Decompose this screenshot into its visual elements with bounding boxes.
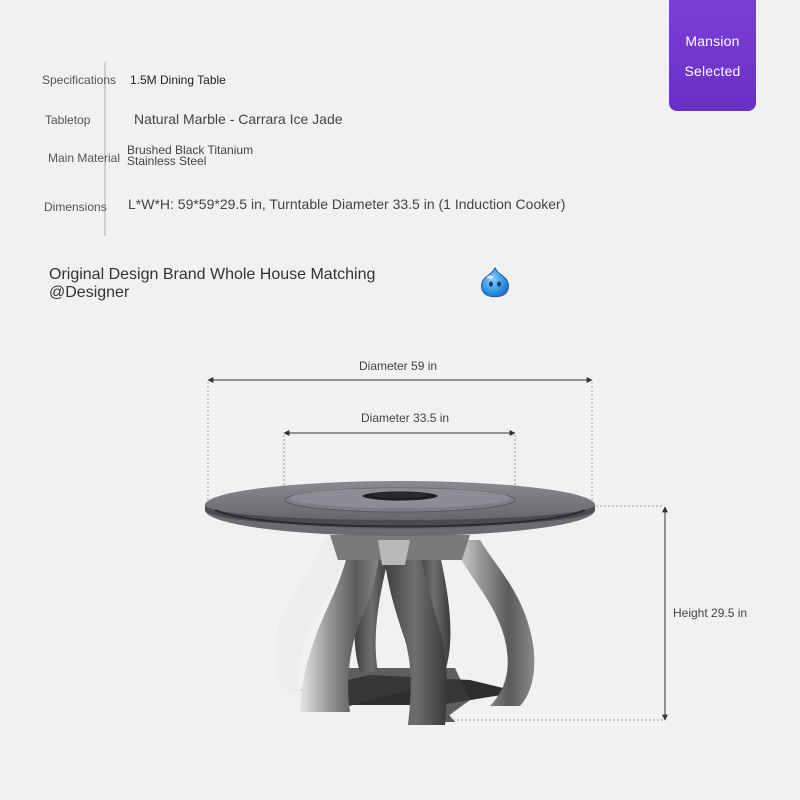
badge-line-2: Selected <box>684 62 741 79</box>
headline-line-2: @Designer <box>49 284 130 301</box>
spec-label-tabletop: Tabletop <box>45 113 91 127</box>
headline-line-1: Original Design Brand Whole House Matching <box>49 266 376 283</box>
spec-value-dimensions: L*W*H: 59*59*29.5 in, Turntable Diameter 33.5 in (1 Induction Cooker) <box>128 196 566 212</box>
tabletop <box>205 481 595 536</box>
spec-label-main-material: Main Material <box>48 151 121 165</box>
spec-label-dimensions: Dimensions <box>44 200 107 214</box>
main-material-line-2: Stainless Steel <box>127 154 207 168</box>
spec-value-tabletop: Natural Marble - Carrara Ice Jade <box>134 111 343 127</box>
spec-value-specifications: 1.5M Dining Table <box>130 73 226 87</box>
turntable-diameter-label: Diameter 33.5 in <box>361 411 450 425</box>
outer-diameter-label: Diameter 59 in <box>359 359 438 373</box>
spec-label-specifications: Specifications <box>42 73 117 87</box>
badge-line-1: Mansion <box>685 32 740 49</box>
main-material-line-1: Brushed Black Titanium <box>127 143 254 157</box>
height-label: Height 29.5 in <box>673 606 748 620</box>
